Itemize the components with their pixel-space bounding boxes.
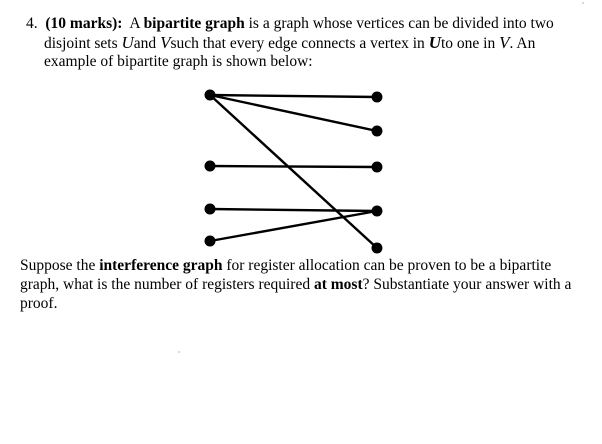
follow-up-text-2b: ? Substantiate your answer with a xyxy=(362,276,572,293)
term-interference-graph: interference graph xyxy=(99,257,223,274)
term-at-most: at most xyxy=(313,276,363,293)
question-text-1b: is a graph whose vertices can be divided into two xyxy=(248,15,554,32)
follow-up-text-1b: for register allocation can be proven to be a bipartite xyxy=(226,257,552,274)
set-v-label: V xyxy=(160,33,171,52)
question-text-2a: disjoint sets xyxy=(44,35,118,52)
vertex-u3 xyxy=(205,204,216,215)
follow-up-line-1 xyxy=(20,256,590,275)
term-bipartite-graph: bipartite graph xyxy=(143,15,245,32)
question-line-1 xyxy=(26,14,554,33)
vertex-v1 xyxy=(372,92,383,103)
question-marks: (10 marks): xyxy=(45,15,123,32)
question-text-1a: A xyxy=(129,15,140,32)
edge-u1-v1 xyxy=(210,95,377,97)
vertex-u4 xyxy=(205,236,216,247)
scan-speck xyxy=(582,2,584,4)
scan-speck xyxy=(178,351,180,353)
follow-up-question xyxy=(20,256,590,313)
edge-u2-v3 xyxy=(210,166,377,167)
vertex-v2 xyxy=(372,126,383,137)
edge-u1-v2 xyxy=(210,95,377,131)
question-text-2and: and xyxy=(133,35,157,52)
question-text-2d: . An xyxy=(509,35,536,52)
question-text-2b: such that every edge connects a vertex in xyxy=(170,35,425,52)
vertex-u2 xyxy=(205,161,216,172)
vertex-u1 xyxy=(205,90,216,101)
follow-up-text-3: proof. xyxy=(20,295,58,312)
question-line-2 xyxy=(44,33,535,53)
vertex-v5 xyxy=(372,243,383,254)
bipartite-graph-figure xyxy=(200,82,390,254)
set-u-label: U xyxy=(121,33,134,52)
question-number: 4. xyxy=(26,15,38,32)
set-u-bold-label: U xyxy=(428,33,441,52)
vertex-v3 xyxy=(372,162,383,173)
follow-up-line-2 xyxy=(20,275,590,294)
edge-u3-v4 xyxy=(210,209,377,211)
vertex-v4 xyxy=(372,206,383,217)
question-text-2c: to one in xyxy=(440,35,496,52)
follow-up-text-1a: Suppose the xyxy=(20,257,96,274)
question-text-3: example of bipartite graph is shown below: xyxy=(44,53,313,70)
set-v2-label: V xyxy=(499,33,510,52)
question-line-3 xyxy=(44,52,313,71)
follow-up-line-3 xyxy=(20,294,590,313)
follow-up-text-2a: graph, what is the number of registers required xyxy=(20,276,311,293)
